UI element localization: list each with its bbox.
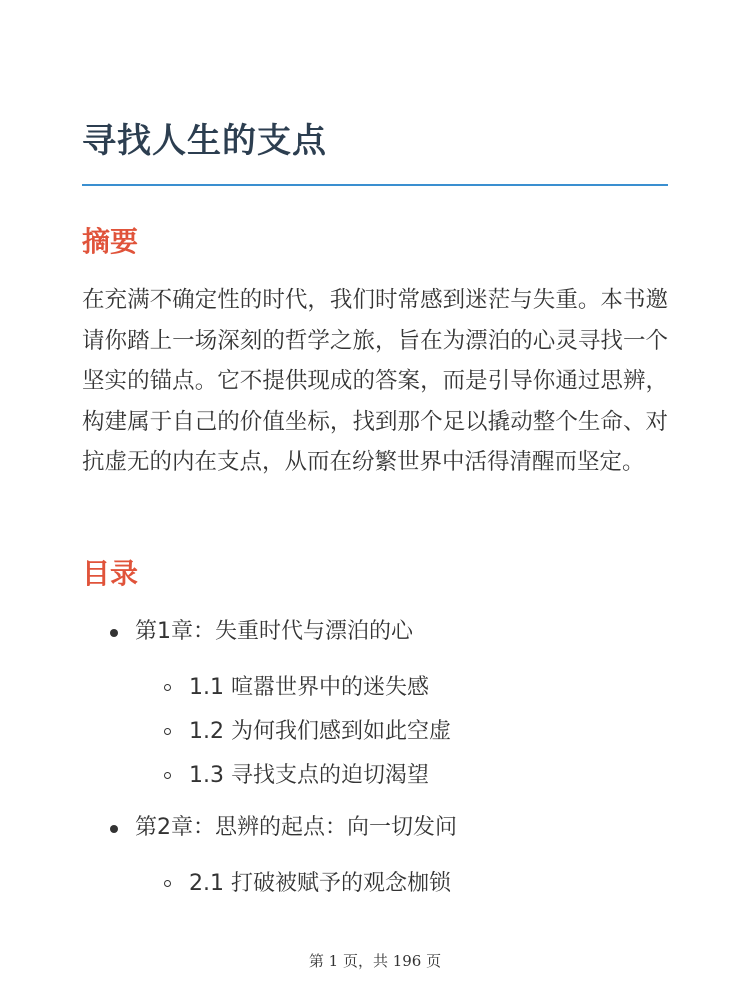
- toc-section-label: 2.1 打破被赋予的观念枷锁: [189, 871, 451, 896]
- toc-section-list: [82, 666, 668, 798]
- toc-chapter-label: 第2章：思辨的起点：向一切发问: [135, 815, 457, 840]
- toc-list: [82, 612, 668, 916]
- toc-section-item[interactable]: [82, 862, 668, 906]
- toc-chapter: [82, 808, 668, 906]
- toc-section-item[interactable]: [82, 666, 668, 710]
- circle-bullet-icon: [164, 772, 171, 779]
- circle-bullet-icon: [164, 684, 171, 691]
- toc-section-label: 1.2 为何我们感到如此空虚: [189, 719, 451, 744]
- toc-chapter-item[interactable]: [82, 612, 668, 652]
- toc-heading: 目录: [82, 557, 139, 590]
- circle-bullet-icon: [164, 880, 171, 887]
- toc-chapter-item[interactable]: [82, 808, 668, 848]
- summary-text: 在充满不确定性的时代，我们时常感到迷茫与失重。本书邀请你踏上一场深刻的哲学之旅，旨在为漂泊的心灵寻找一个坚实的锚点。它不提供现成的答案，而是引导你通过思辨，构建属于自己的价值坐标，找到那个足以撬动整个生命、对抗虚无的内在支点，从而在纷繁世界中活得清醒而坚定。: [82, 287, 668, 476]
- bullet-icon: [110, 629, 118, 637]
- toc-section-item[interactable]: [82, 754, 668, 798]
- page-footer: 第 1 页，共 196 页: [308, 952, 442, 970]
- summary-heading: 摘要: [82, 225, 139, 258]
- circle-bullet-icon: [164, 728, 171, 735]
- bullet-icon: [110, 825, 118, 833]
- toc-section-label: 1.1 喧嚣世界中的迷失感: [189, 675, 429, 700]
- title-divider: [82, 184, 668, 186]
- document-title: 寻找人生的支点: [82, 121, 327, 161]
- toc-section-item[interactable]: [82, 710, 668, 754]
- toc-chapter: [82, 612, 668, 798]
- toc-section-label: 1.3 寻找支点的迫切渴望: [189, 763, 429, 788]
- toc-chapter-label: 第1章：失重时代与漂泊的心: [135, 619, 413, 644]
- toc-section-list: [82, 862, 668, 906]
